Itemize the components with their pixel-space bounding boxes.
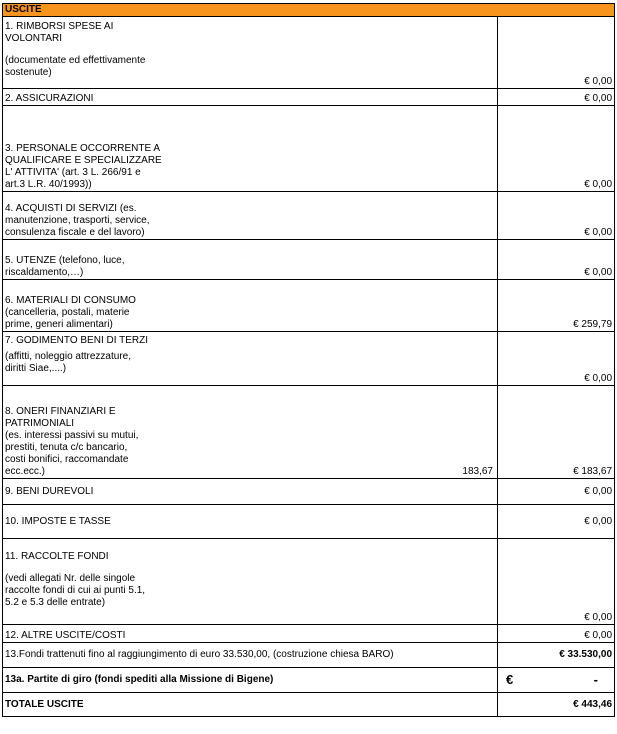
table-row: [3, 240, 615, 280]
table-row: [3, 17, 615, 89]
row-amount: € 0,00: [498, 625, 615, 643]
row-description: [3, 332, 498, 386]
row-inline-value: 183,67: [462, 466, 493, 477]
row-amount: € 0,00: [498, 240, 615, 280]
table-row: [3, 192, 615, 240]
row-description: 10. IMPOSTE E TASSE: [3, 505, 498, 539]
header-row: [3, 4, 615, 17]
row-amount: € 0,00: [498, 192, 615, 240]
row-text: L' ATTIVITA' (art. 3 L. 266/91 e: [5, 167, 141, 178]
row-amount: [498, 668, 615, 693]
row-amount: € 0,00: [498, 505, 615, 539]
row-amount: € 0,00: [498, 539, 615, 625]
row-description: [3, 17, 498, 89]
row-amount: € 0,00: [498, 17, 615, 89]
section-title: USCITE: [3, 4, 615, 17]
row-text: sostenute): [5, 67, 52, 78]
row-text: riscaldamento,…): [5, 267, 84, 278]
row-amount: € 183,67: [498, 386, 615, 479]
row-text: (vedi allegati Nr. delle singole: [5, 573, 136, 584]
row-text: 7. GODIMENTO BENI DI TERZI: [5, 335, 148, 346]
row-text: (cancelleria, postali, materie: [5, 307, 130, 318]
row-description: [3, 106, 498, 192]
row-text: raccolte fondi di cui ai punti 5.1,: [5, 585, 146, 596]
empty-dash: -: [593, 672, 599, 687]
row-amount: € 0,00: [498, 332, 615, 386]
row-text: ecc.ecc.): [5, 466, 46, 477]
row-description: [3, 240, 498, 280]
table-row: [3, 386, 615, 479]
row-description: 13a. Partite di giro (fondi spediti alla Missione di Bigene): [3, 668, 498, 693]
row-text: prime, generi alimentari): [5, 319, 113, 330]
table-row: [3, 280, 615, 332]
row-description: 12. ALTRE USCITE/COSTI: [3, 625, 498, 643]
row-amount: € 0,00: [498, 89, 615, 106]
row-text: QUALIFICARE E SPECIALIZZARE: [5, 155, 162, 166]
table-row: [3, 106, 615, 192]
row-text: VOLONTARI: [5, 33, 63, 44]
row-description: 13.Fondi trattenuti fino al raggiungimento di euro 33.530,00, (costruzione chiesa BARO): [3, 643, 498, 668]
total-label: TOTALE USCITE: [3, 693, 498, 717]
row-description: [3, 280, 498, 332]
row-text: (documentate ed effettivamente: [5, 55, 146, 66]
row-text: (affitti, noleggio attrezzature,: [5, 351, 131, 362]
table-row: [3, 479, 615, 505]
row-text: 4. ACQUISTI DI SERVIZI (es.: [5, 203, 137, 214]
row-text: 5. UTENZE (telefono, luce,: [5, 255, 125, 266]
table-row: [3, 668, 615, 693]
row-amount: € 0,00: [498, 479, 615, 505]
row-description: [3, 386, 498, 479]
row-description: 2. ASSICURAZIONI: [3, 89, 498, 106]
row-text: diritti Siae,....): [5, 363, 67, 374]
row-amount: € 259,79: [498, 280, 615, 332]
table-row: [3, 625, 615, 643]
row-text: consulenza fiscale e del lavoro): [5, 227, 145, 238]
row-text: 11. RACCOLTE FONDI: [5, 551, 109, 562]
row-text: manutenzione, trasporti, service,: [5, 215, 150, 226]
table-row: [3, 89, 615, 106]
row-description: 9. BENI DUREVOLI: [3, 479, 498, 505]
table-row: [3, 539, 615, 625]
total-amount: € 443,46: [498, 693, 615, 717]
table-row: [3, 332, 615, 386]
row-text: costi bonifici, raccomandate: [5, 454, 129, 465]
total-row: [3, 693, 615, 717]
row-text: 5.2 e 5.3 delle entrate): [5, 597, 106, 608]
row-text: 3. PERSONALE OCCORRENTE A: [5, 143, 161, 154]
row-text: art.3 L.R. 40/1993)): [5, 179, 92, 190]
row-text: prestiti, tenuta c/c bancario,: [5, 442, 128, 453]
currency-symbol: €: [506, 672, 514, 687]
row-text: 6. MATERIALI DI CONSUMO: [5, 295, 136, 306]
row-text: 1. RIMBORSI SPESE AI: [5, 21, 114, 32]
row-text: 8. ONERI FINANZIARI E: [5, 406, 116, 417]
row-amount: € 0,00: [498, 106, 615, 192]
row-description: [3, 192, 498, 240]
table-row: [3, 643, 615, 668]
uscite-table: [2, 3, 615, 717]
row-description: [3, 539, 498, 625]
table-row: [3, 505, 615, 539]
row-text: PATRIMONIALI: [5, 418, 75, 429]
row-text: (es. interessi passivi su mutui,: [5, 430, 139, 441]
row-amount: € 33.530,00: [498, 643, 615, 668]
